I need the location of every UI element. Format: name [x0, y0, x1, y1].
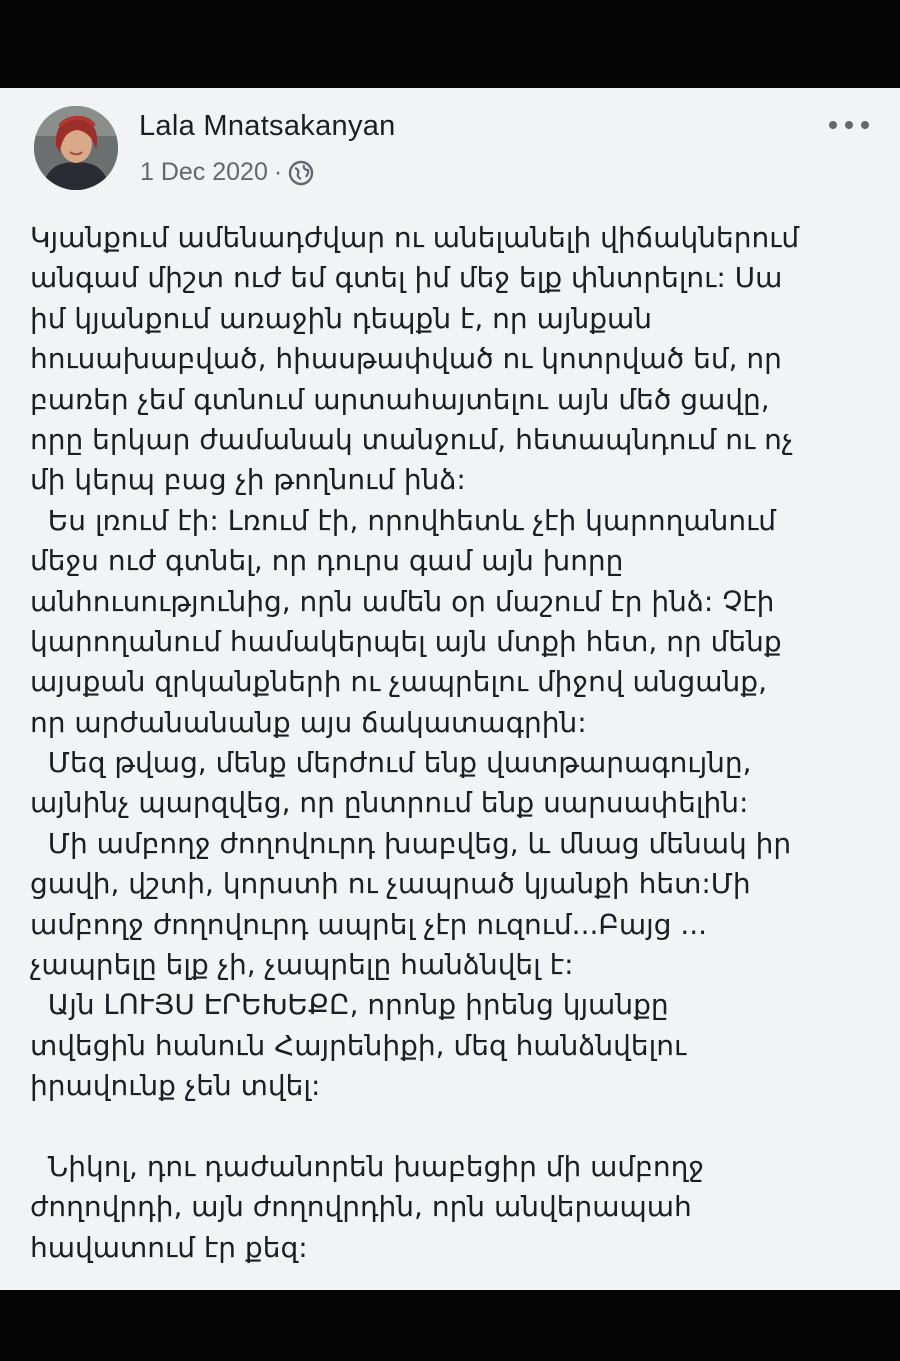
post-text-line: ցավի, վշտի, կորստի ու չապրած կյանքի հետ:Մի	[30, 867, 751, 901]
post-text-line: չապրելը ելք չի, չապրելը հանձնվել է:	[30, 948, 574, 982]
post-text-line	[30, 1107, 880, 1147]
post-text-line: Ես լռում էի: Լռում էի, որովհետև չէի կարողանում	[30, 503, 777, 537]
top-black-bar	[0, 0, 900, 88]
post-text-line: անգամ միշտ ուժ եմ գտել իմ մեջ ելք փնտրելու: Սա	[30, 261, 783, 295]
globe-icon[interactable]	[288, 160, 314, 186]
post-text-line: մեջս ուժ գտնել, որ դուրս գամ այն խորը	[30, 544, 624, 578]
post-text-line: մի կերպ բաց չի թողնում ինձ:	[30, 463, 466, 497]
post-text-line: ժողովրդի, այն ժողովրդին, որն անվերապահ	[30, 1190, 692, 1224]
post-text-line: այնինչ պարզվեց, որ ընտրում ենք սարսափելին:	[30, 786, 749, 820]
post-text-line: իրավունք չեն տվել:	[30, 1069, 321, 1103]
post-text-line: անհուսությունից, որն ամեն օր մաշում էր ինձ: Չէի	[30, 584, 775, 618]
post-text-line: որը երկար ժամանակ տանջում, հետապնդում ու ոչ	[30, 422, 794, 456]
avatar-photo	[34, 106, 118, 190]
bottom-black-bar	[0, 1290, 900, 1361]
post-text-line: ամբողջ ժողովուրդ ապրել չէր ուզում...Բայց ...	[30, 907, 708, 941]
post-text-line: Այն ԼՈՒՅՍ ԷՐԵԽԵՔԸ, որոնք իրենց կյանքը	[30, 988, 669, 1022]
post-text-line: Կյանքում ամենադժվար ու անելանելի վիճակներում	[30, 221, 800, 254]
post-text-line: հուսախաբված, հիասթափված ու կոտրված եմ, որ	[30, 342, 782, 376]
post-text-line: հավատում էր քեզ:	[30, 1230, 308, 1264]
post-header	[0, 88, 900, 208]
post-text-line: որ արժանանանք այս ճակատագրին:	[30, 705, 587, 739]
post-text-line: Նիկոլ, դու դաժանորեն խաբեցիր մի ամբողջ	[30, 1149, 705, 1183]
post-text-line: իմ կյանքում առաջին դեպքն է, որ այնքան	[30, 301, 653, 335]
post-text-line: տվեցին հանուն Հայրենիքի, մեզ հանձնվելու	[30, 1028, 687, 1062]
post-text-line: Մեզ թվաց, մենք մերժում ենք վատթարագույնը,	[30, 746, 752, 780]
post-body-text	[30, 218, 880, 1268]
post-text-line: կարողանում համակերպել այն մտքի հետ, որ մենք	[30, 624, 782, 658]
more-options-icon[interactable]	[826, 110, 872, 140]
post-meta	[140, 158, 314, 187]
avatar[interactable]	[34, 106, 118, 190]
post-text-line: այսքան զրկանքների ու չապրելու միջով անցանք,	[30, 665, 767, 699]
post-date[interactable]: 1 Dec 2020	[140, 158, 268, 186]
meta-separator: ·	[273, 158, 283, 186]
author-name[interactable]: Lala Mnatsakanyan	[139, 110, 396, 142]
facebook-post	[0, 88, 900, 1290]
post-text-line: բառեր չեմ գտնում արտահայտելու այն մեծ ցավը,	[30, 382, 770, 416]
post-text-line: Մի ամբողջ ժողովուրդ խաբվեց, և մնաց մենակ իր	[30, 826, 792, 860]
